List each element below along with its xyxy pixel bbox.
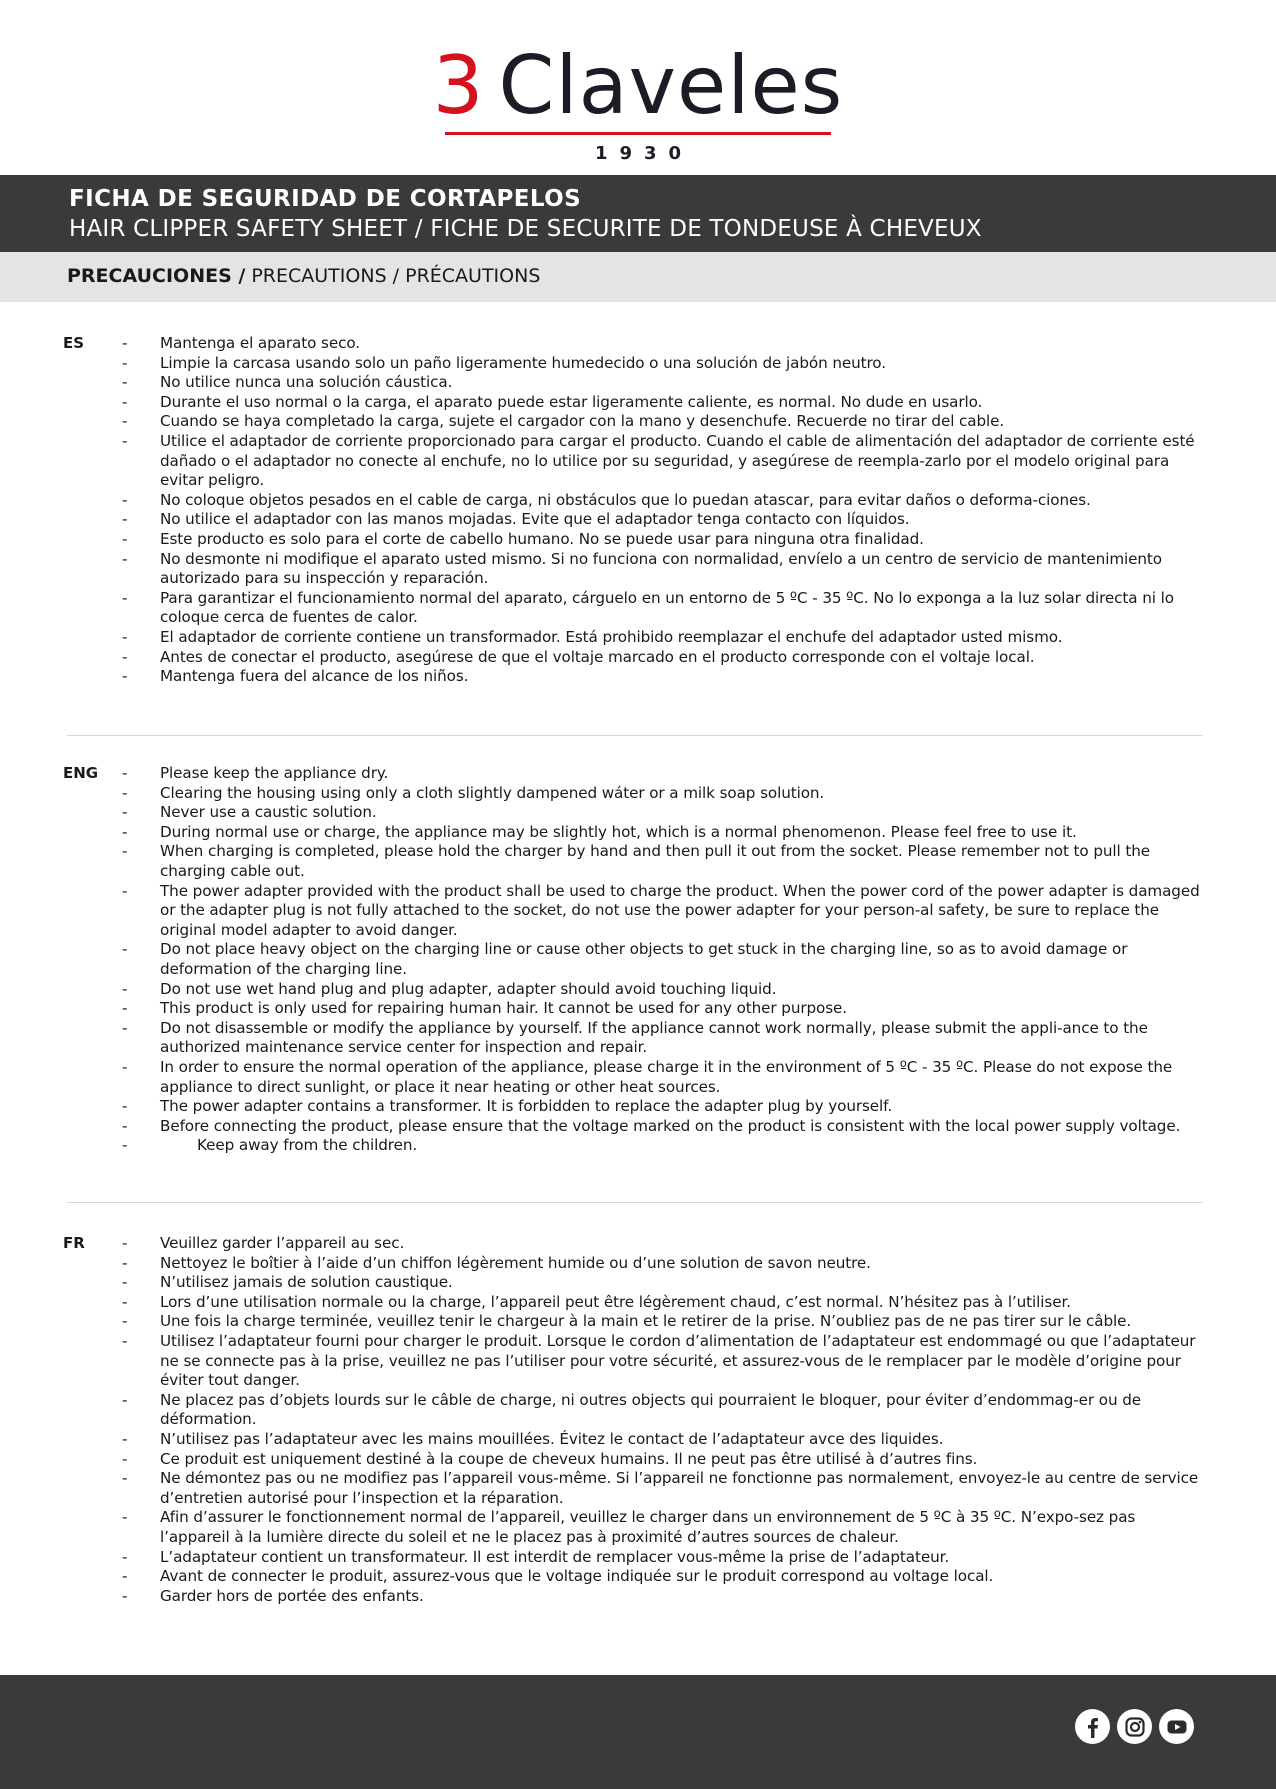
list-item: - Avant de connecter le produit, assurez-vous que le voltage indiquée sur le produit correspond au voltage local.	[0, 1567, 1276, 1587]
list-item: - Before connecting the product, please ensure that the voltage marked on the product is consistent with the local power supply voltage.	[0, 1117, 1276, 1137]
brand-logo	[0, 39, 1276, 164]
social-links	[1075, 1709, 1194, 1744]
list-item: - During normal use or charge, the appliance may be slightly hot, which is a normal phenomenon. Please feel free to use it.	[0, 823, 1276, 843]
list-item: - Utilice el adaptador de corriente proporcionado para cargar el producto. Cuando el cable de alimentación del adaptador de corriente esté dañado o el adaptador no conecte al enchufe, no lo utilice por su seguridad, y asegúrese de reempla-zarlo por el modelo original para evitar peligro.	[0, 432, 1276, 491]
list-item: - Este producto es solo para el corte de cabello humano. No se puede usar para ninguna otra finalidad.	[0, 530, 1276, 550]
list-item: - Mantenga fuera del alcance de los niños.	[0, 667, 1276, 687]
list-item: - Limpie la carcasa usando solo un paño ligeramente humedecido o una solución de jabón neutro.	[0, 354, 1276, 374]
list-item: - Mantenga el aparato seco.	[0, 334, 1276, 354]
list-item: - Ne démontez pas ou ne modifiez pas l’appareil vous-même. Si l’appareil ne fonctionne pas normalement, envoyez-le au centre de service d’entretien autorisé pour l’inspection et la réparation.	[0, 1469, 1276, 1508]
list-item: - No coloque objetos pesados en el cable de carga, ni obstáculos que lo puedan atascar, para evitar daños o deforma-ciones.	[0, 491, 1276, 511]
precautions-heading	[0, 252, 1276, 302]
list-item: - Veuillez garder l’appareil au sec.	[0, 1234, 1276, 1254]
language-label-fr: FR	[63, 1234, 85, 1252]
logo-name: Claveles	[498, 39, 844, 132]
list-item: - No utilice nunca una solución cáustica.	[0, 373, 1276, 393]
list-item: - Never use a caustic solution.	[0, 803, 1276, 823]
list-item: - Garder hors de portée des enfants.	[0, 1587, 1276, 1607]
list-item: - Ne placez pas d’objets lourds sur le câble de charge, ni outres objects qui pourraient le bloquer, pour éviter d’endommag-er ou de déformation.	[0, 1391, 1276, 1430]
list-item: - L’adaptateur contient un transformateur. Il est interdit de remplacer vous-même la prise de l’adaptateur.	[0, 1548, 1276, 1568]
list-item: - Para garantizar el funcionamiento normal del aparato, cárguelo en un entorno de 5 ºC - 35 ºC. No lo exponga a la luz solar directa ni lo coloque cerca de fuentes de calor.	[0, 589, 1276, 628]
list-item: - This product is only used for repairing human hair. It cannot be used for any other purpose.	[0, 999, 1276, 1019]
precaution-list-es	[0, 334, 1276, 687]
logo-number: 3	[432, 39, 485, 132]
list-item: - Durante el uso normal o la carga, el aparato puede estar ligeramente caliente, es normal. No dude en usarlo.	[0, 393, 1276, 413]
list-item: - Please keep the appliance dry.	[0, 764, 1276, 784]
title-banner	[0, 175, 1276, 252]
list-item: - N’utilisez pas l’adaptateur avec les mains mouillées. Évitez le contact de l’adaptateur avce des liquides.	[0, 1430, 1276, 1450]
list-item: - No utilice el adaptador con las manos mojadas. Evite que el adaptador tenga contacto con líquidos.	[0, 510, 1276, 530]
list-item: - In order to ensure the normal operation of the appliance, please charge it in the environment of 5 ºC - 35 ºC. Please do not expose the appliance to direct sunlight, or place it near heating or other heat sources.	[0, 1058, 1276, 1097]
list-item: - Afin d’assurer le fonctionnement normal de l’appareil, veuillez le charger dans un environnement de 5 ºC à 35 ºC. N’expo-sez pas l’appareil à la lumière directe du soleil et ne le placez pas à proximité d’autres sources de chaleur.	[0, 1508, 1276, 1547]
facebook-icon[interactable]	[1075, 1709, 1110, 1744]
list-item: - No desmonte ni modifique el aparato usted mismo. Si no funciona con normalidad, envíelo a un centro de servicio de mantenimiento autorizado para su inspección y reparación.	[0, 550, 1276, 589]
precaution-list-fr	[0, 1234, 1276, 1606]
list-item: - Do not disassemble or modify the appliance by yourself. If the appliance cannot work normally, please submit the appli-ance to the authorized maintenance service center for inspection and repair.	[0, 1019, 1276, 1058]
instagram-icon[interactable]	[1117, 1709, 1152, 1744]
list-item: - Nettoyez le boîtier à l’aide d’un chiffon légèrement humide ou d’une solution de savon neutre.	[0, 1254, 1276, 1274]
list-item: - El adaptador de corriente contiene un transformador. Está prohibido reemplazar el enchufe del adaptador usted mismo.	[0, 628, 1276, 648]
list-item: - Clearing the housing using only a cloth slightly dampened wáter or a milk soap solution.	[0, 784, 1276, 804]
language-label-es: ES	[63, 334, 85, 352]
list-item: - Do not use wet hand plug and plug adapter, adapter should avoid touching liquid.	[0, 980, 1276, 1000]
precautions-heading-bold: PRECAUCIONES /	[67, 265, 246, 287]
list-item: - Antes de conectar el producto, asegúrese de que el voltaje marcado en el producto corresponde con el voltaje local.	[0, 648, 1276, 668]
language-label-eng: ENG	[63, 764, 99, 782]
footer-bar	[0, 1675, 1276, 1789]
list-item: - Utilisez l’adaptateur fourni pour charger le produit. Lorsque le cordon d’alimentation de l’adaptateur est endommagé ou que l’adaptateur ne se connecte pas à la prise, veuillez ne pas l’utiliser pour votre sécurité, et assurez-vous de le remplacer par le modèle d’origine pour éviter tout danger.	[0, 1332, 1276, 1391]
list-item: - N’utilisez jamais de solution caustique.	[0, 1273, 1276, 1293]
list-item: - Do not place heavy object on the charging line or cause other objects to get stuck in the charging line, so as to avoid damage or deformation of the charging line.	[0, 940, 1276, 979]
logo-underline	[445, 132, 831, 135]
list-item: - Ce produit est uniquement destiné à la coupe de cheveux humains. Il ne peut pas être utilisé à d’autres fins.	[0, 1450, 1276, 1470]
precautions-heading-rest: PRECAUTIONS / PRÉCAUTIONS	[245, 265, 541, 287]
section-divider	[67, 1202, 1203, 1203]
page-title-en-fr: HAIR CLIPPER SAFETY SHEET / FICHE DE SECURITE DE TONDEUSE À CHEVEUX	[69, 216, 982, 242]
list-item: - Cuando se haya completado la carga, sujete el cargador con la mano y desenchufe. Recuerde no tirar del cable.	[0, 412, 1276, 432]
list-item: - Lors d’une utilisation normale ou la charge, l’appareil peut être légèrement chaud, c’est normal. N’hésitez pas à l’utiliser.	[0, 1293, 1276, 1313]
list-item: - The power adapter contains a transformer. It is forbidden to replace the adapter plug by yourself.	[0, 1097, 1276, 1117]
logo-wordmark	[0, 39, 1276, 132]
youtube-icon[interactable]	[1159, 1709, 1194, 1744]
list-item: - When charging is completed, please hold the charger by hand and then pull it out from the socket. Please remember not to pull the charging cable out.	[0, 842, 1276, 881]
precaution-list-eng	[0, 764, 1276, 1156]
list-item: - Une fois la charge terminée, veuillez tenir le chargeur à la main et le retirer de la prise. N’oubliez pas de ne pas tirer sur le câble.	[0, 1312, 1276, 1332]
logo-year: 1930	[594, 143, 694, 164]
list-item: - The power adapter provided with the product shall be used to charge the product. When the power cord of the power adapter is damaged or the adapter plug is not fully attached to the socket, do not use the power adapter for your person-al safety, be sure to replace the original model adapter to avoid danger.	[0, 882, 1276, 941]
list-item: - Keep away from the children.	[0, 1136, 1276, 1156]
page-title-es: FICHA DE SEGURIDAD DE CORTAPELOS	[69, 186, 582, 212]
section-divider	[67, 735, 1203, 736]
